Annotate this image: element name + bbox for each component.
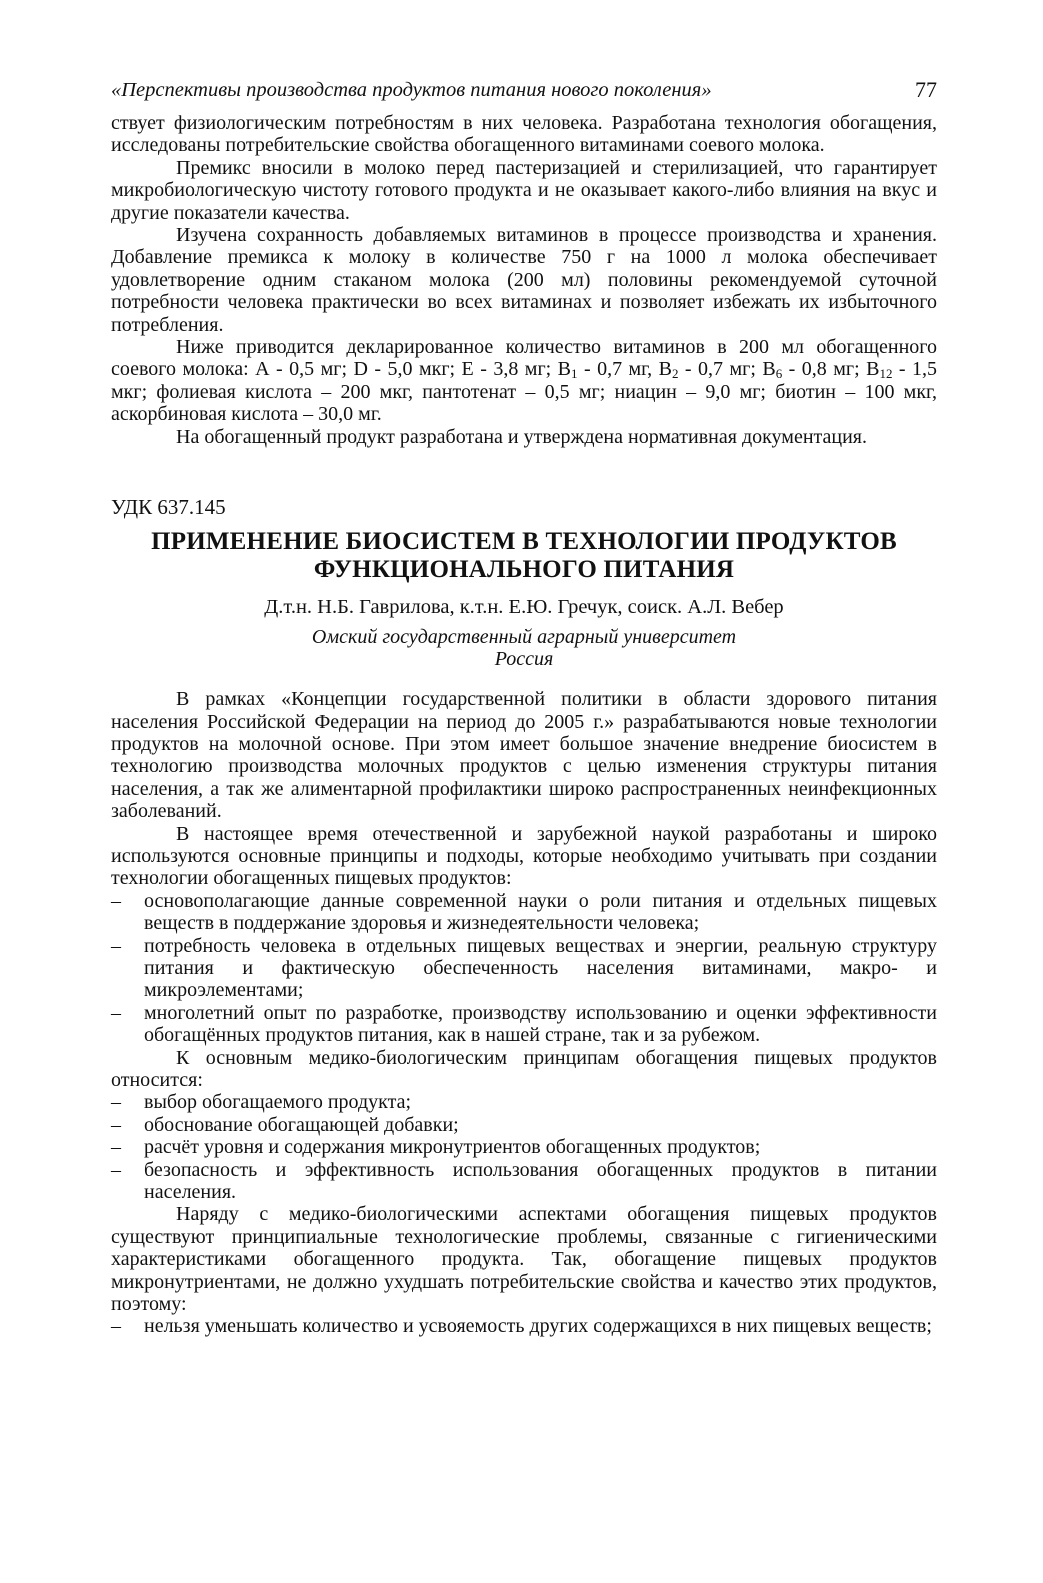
list-item (111, 935, 937, 1002)
list-item (111, 1315, 937, 1337)
list-item (111, 1091, 937, 1113)
text-run: - 0,7 мг; B (678, 358, 776, 381)
article-title-line: ПРИМЕНЕНИЕ БИОСИСТЕМ В ТЕХНОЛОГИИ ПРОДУКТОВ (151, 528, 897, 556)
dash-marker: – (111, 889, 121, 912)
text-run: - 0,7 мг, B (577, 358, 672, 381)
list-item-text: многолетний опыт по разработке, производству использованию и оценки эффективности обогащённых продуктов питания, как в нашей стране, так и за рубежом. (144, 1001, 937, 1047)
paragraph: Премикс вносили в молоко перед пастеризацией и стерилизацией, что гарантирует микробиологическую чистоту готового продукта и не оказывает какого-либо влияния на вкус и другие показатели качества. (111, 156, 937, 224)
list-item-text: нельзя уменьшать количество и усвояемость других содержащихся в них пищевых веществ; (144, 1315, 932, 1338)
list-item-text: выбор обогащаемого продукта; (144, 1091, 412, 1114)
document-page (111, 72, 937, 1338)
country: Россия (494, 648, 554, 671)
affiliation: Омский государственный аграрный университет (311, 626, 737, 649)
subscript: 6 (775, 366, 783, 382)
subscript: 2 (671, 366, 679, 382)
vitamin-amounts-paragraph (111, 336, 937, 426)
running-header (111, 72, 937, 108)
list-item (111, 1002, 937, 1047)
text-run: - 1,5 мкг; фолиевая кислота – 200 мкг, пантотенат – 0,5 мг; ниацин – 9,0 мг; биотин – 100 мкг, аскорбиновая кислота – 30,0 мг. (111, 358, 938, 426)
technology-requirements-list (111, 1315, 937, 1337)
subscript: 12 (879, 366, 893, 382)
list-item (111, 1114, 937, 1136)
paragraph: К основным медико-биологическим принципам обогащения пищевых продуктов относится: (111, 1046, 937, 1091)
list-item (111, 1159, 937, 1204)
text-run: - 0,8 мг; B (782, 358, 880, 381)
dash-marker: – (111, 1091, 121, 1114)
list-item-text: расчёт уровня и содержания микронутриентов обогащенных продуктов; (144, 1136, 761, 1159)
principles-list (111, 890, 937, 1047)
paragraph: На обогащенный продукт разработана и утверждена нормативная документация. (176, 425, 867, 448)
authors: Д.т.н. Н.Б. Гаврилова, к.т.н. Е.Ю. Гречук, соиск. А.Л. Вебер (264, 596, 784, 619)
affiliation-block (111, 626, 937, 670)
paragraph: Изучена сохранность добавляемых витаминов в процессе производства и хранения. Добавление премикса к молоку в количестве 750 г на 1000 л молока обеспечивает удовлетворение одним стаканом молока (200 мл) половины рекомендуемой суточной потребности человека практически во всех витаминах и позволяет избежать их избыточного потребления. (111, 224, 937, 336)
biomedical-principles-list (111, 1091, 937, 1203)
paragraph: В рамках «Концепции государственной политики в области здорового питания населения Российской Федерации на период до 2005 г.» разрабатываются новые технологии продуктов на молочной основе. При этом имеет большое значение внедрение биосистем в технологию производства молочных продуктов с целью изменения структуры питания населения, а так же алиментарной профилактики широко распространенных неинфекционных заболеваний. (111, 688, 937, 823)
paragraph: ствует физиологическим потребностям в них человека. Разработана технология обогащения, исследованы потребительские свойства обогащенного витаминами соевого молока. (111, 112, 937, 157)
dash-marker: – (111, 1113, 121, 1136)
article-body (111, 688, 937, 1338)
article-title-line: ФУНКЦИОНАЛЬНОГО ПИТАНИЯ (313, 556, 735, 584)
dash-marker: – (111, 1158, 121, 1181)
list-item-text: основополагающие данные современной науки о роли питания и отдельных пищевых веществ в поддержание здоровья и жизнедеятельности человека; (144, 889, 937, 935)
subscript: 1 (571, 366, 578, 382)
dash-marker: – (111, 934, 121, 957)
paragraph: В настоящее время отечественной и зарубежной наукой разработаны и широко используются основные принципы и подходы, которые необходимо учитывать при создании технологии обогащенных пищевых продуктов: (111, 822, 937, 890)
dash-marker: – (111, 1136, 121, 1159)
running-title: «Перспективы производства продуктов питания нового поколения» (111, 79, 712, 101)
article-title (111, 528, 937, 584)
page-number: 77 (915, 77, 937, 102)
list-item-text: обоснование обогащающей добавки; (144, 1113, 459, 1136)
dash-marker: – (111, 1001, 121, 1024)
udk-code: УДК 637.145 (111, 495, 226, 520)
list-item-text: потребность человека в отдельных пищевых веществах и энергии, реальную структуру питания и фактическую обеспеченность населения витаминами, макро- и микроэлементами; (144, 934, 937, 1002)
dash-marker: – (111, 1315, 121, 1338)
list-item (111, 1136, 937, 1158)
paragraph: Наряду с медико-биологическими аспектами обогащения пищевых продуктов существуют принципиальные технологические проблемы, связанные с гигиеническими характеристиками обогащенного продукта. Так, обогащение пищевых продуктов микронутриентами, не должно ухудшать потребительские свойства и качество этих продуктов, поэтому: (111, 1203, 937, 1316)
list-item (111, 890, 937, 935)
list-item-text: безопасность и эффективность использования обогащенных продуктов в питании населения. (144, 1158, 937, 1204)
previous-article-continuation (111, 112, 937, 448)
text-run: Ниже приводится декларированное количество витаминов в 200 мл обогащенного соевого молока: А - 0,5 мг; D - 5,0 мкг; Е - 3,8 мг; B (111, 336, 937, 381)
